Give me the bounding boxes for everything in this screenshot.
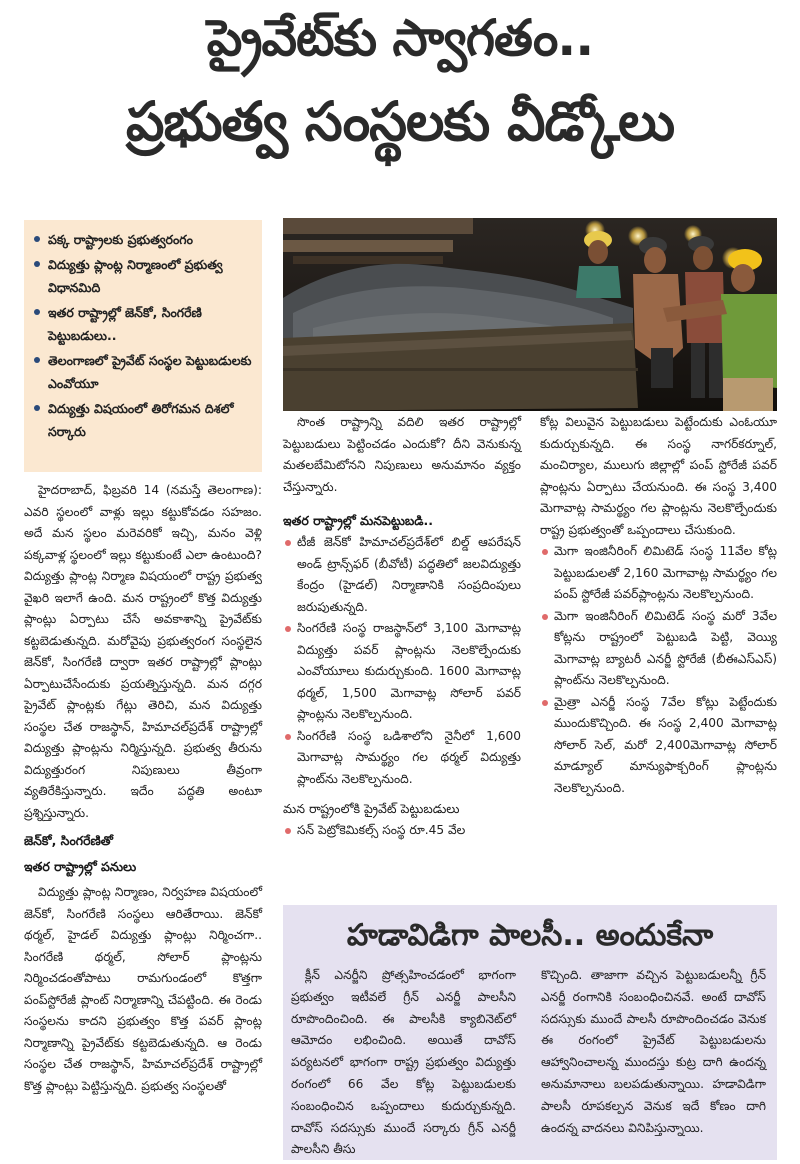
list-item xyxy=(540,606,777,692)
headline-line-1: ప్రైవేట్‌కు స్వాగతం.. xyxy=(206,9,594,67)
investment-list xyxy=(283,532,521,790)
bullet-icon xyxy=(34,309,40,315)
highlight-text: ఇతర రాష్ట్రాల్లో జెన్‌కో, సింగరేణి పెట్టుబడులు.. xyxy=(48,305,202,343)
article-column-3 xyxy=(540,412,777,799)
list-item-text: సింగరేణి సంస్థ ఒడిశాలోని నైనీలో 1,600 మెగావాట్ల సామర్థ్యం గల థర్మల్ విద్యుత్తు ప్లాంట్‌ను నెలకొల్పనుంది. xyxy=(297,728,521,786)
highlight-item xyxy=(34,228,256,251)
highlight-text: పక్క రాష్ట్రాలకు ప్రభుత్వరంగం xyxy=(48,232,193,247)
bullet-icon xyxy=(34,357,40,363)
bullet-icon xyxy=(542,614,548,620)
coal-miners-photo xyxy=(283,218,777,411)
highlight-item xyxy=(34,397,256,443)
list-item xyxy=(540,692,777,800)
article-paragraph: సొంత రాష్ట్రాన్ని వదిలి ఇతర రాష్ట్రాల్లో పెట్టుబడులు పెట్టించడం ఎందుకో? దీని వెనుకున్న మతలబేమిటోనని నిపుణులు అనుమానం వ్యక్తం చేస్తున్నారు. xyxy=(283,415,521,494)
bullet-icon xyxy=(542,549,548,555)
bullet-icon xyxy=(285,828,291,834)
policy-sidebar-box xyxy=(283,905,777,1160)
section-subheading: ఇతర రాష్ట్రాల్లో పనులు xyxy=(24,859,137,874)
highlight-text: విద్యుత్తు ప్లాంట్ల నిర్మాణంలో ప్రభుత్వ విధానమిది xyxy=(48,257,223,295)
list-item-text: సింగరేణి సంస్థ రాజస్థాన్‌లో 3,100 మెగావాట్ల విద్యుత్తు పవర్ ప్లాంట్లను నెలకొల్పేందుకు ఎంవోయూలు కుదుర్చుకుంది. 1600 మెగావాట్ల థర్మల్, 1,500 మెగావాట్ల సోలార్ పవర్ ప్లాంట్లను నెలకొల్పనుంది. xyxy=(297,621,521,721)
private-investment-list xyxy=(283,820,521,842)
headline-line-2: ప్రభుత్వ సంస్థలకు వీడ్కోలు xyxy=(125,90,675,153)
highlight-text: తెలంగాణలో ప్రైవేట్ సంస్థల పెట్టుబడులకు ఎంవోయూ xyxy=(48,353,252,391)
highlight-text: విద్యుత్తు విషయంలో తిరోగమన దిశలో సర్కారు xyxy=(48,401,234,439)
list-item xyxy=(283,726,521,791)
coal-mine-illustration xyxy=(283,218,777,411)
bullet-icon xyxy=(34,261,40,267)
bullet-icon xyxy=(285,734,291,740)
section-subheading: జెన్‌కో, సింగరేణితో xyxy=(24,833,114,848)
highlights-box xyxy=(24,220,262,472)
policy-column-right xyxy=(541,965,766,1139)
list-item xyxy=(283,820,521,842)
section-subheading: మన రాష్ట్రంలోకి ప్రైవేట్ పెట్టుబడులు xyxy=(283,801,460,816)
list-item-text: మెగా ఇంజినీరింగ్ లిమిటెడ్ సంస్థ 11వేల కోట్ల పెట్టుబడులతో 2,160 మెగావాట్ల సామర్థ్యం గల పంప్ స్టోరేజీ పవర్‌ప్లాంట్లను నెలకొల్పనుంది. xyxy=(554,544,777,601)
list-item xyxy=(283,532,521,618)
highlight-item xyxy=(34,349,256,395)
article-paragraph: విద్యుత్తు ప్లాంట్ల నిర్మాణం, నిర్వహణ విషయంలో జెన్‌కో, సింగరేణి సంస్థలు ఆరితేరాయి. జెన్‌కో థర్మల్, హైడల్ విద్యుత్తు ప్లాంట్లు నిర్మించగా.. సింగరేణి థర్మల్, సోలార్ ప్లాంట్లను నిర్మించడంతోపాటు రామగుండంలో కొత్తగా పంప్‌స్టోరేజీ ప్లాంట్ నిర్మాణాన్ని చేపట్టింది. ఈ రెండు సంస్థలను కాదని ప్రభుత్వం కొత్త పవర్ ప్లాంట్ల నిర్మాణాన్ని ప్రైవేట్‌కు కట్టబెడుతున్నది. ఆ రెండు సంస్థల చేత రాజస్థాన్, హిమాచల్‌ప్రదేశ్ రాష్ట్రాల్లో కొత్త ప్లాంట్లు పెట్టిస్తున్నది. ప్రభుత్వ సంస్థలతో xyxy=(24,885,262,1093)
policy-box-title: హడావిడిగా పాలసీ.. అందుకేనా xyxy=(346,918,714,953)
article-column-1 xyxy=(24,480,262,1097)
bullet-icon xyxy=(34,405,40,411)
bullet-icon xyxy=(285,626,291,632)
policy-column-left xyxy=(291,965,516,1161)
list-item-text: మైత్రా ఎనర్జీ సంస్థ 7వేల కోట్లు పెట్టేందుకు ముందుకొచ్చింది. ఈ సంస్థ 2,400 మెగావాట్ల సోలార్ సెల్, మరో 2,400మెగావాట్ల సోలార్ మాడ్యూల్ మాన్యుఫాక్చరింగ్ ప్లాంట్లను నెలకొల్పనుంది. xyxy=(554,694,777,795)
investment-list xyxy=(540,541,777,799)
list-item-text: సన్ పెట్రోకెమికల్స్ సంస్థ రూ.45 వేల xyxy=(297,823,466,837)
article-paragraph: కోట్ల విలువైన పెట్టుబడులు పెట్టేందుకు ఎంఓయూ కుదుర్చుకున్నది. ఈ సంస్థ నాగర్‌కర్నూల్, మంచిర్యాల, ములుగు జిల్లాల్లో పంప్ స్టోరేజీ పవర్ ప్లాంట్లను ఏర్పాటు చేయనుంది. ఈ సంస్థ 3,400 మెగావాట్ల సామర్థ్యం గల ప్లాంట్లను నెలకొల్పేందుకు రాష్ట్ర ప్రభుత్వంతో ఒప్పందాలు చేసుకుంది. xyxy=(540,415,777,537)
section-subheading: ఇతర రాష్ట్రాల్లో మనపెట్టుబడి.. xyxy=(283,513,434,528)
highlight-item xyxy=(34,253,256,299)
bullet-icon xyxy=(285,540,291,546)
list-item xyxy=(283,618,521,726)
bullet-icon xyxy=(34,236,40,242)
highlight-item xyxy=(34,301,256,347)
bullet-icon xyxy=(542,700,548,706)
article-paragraph: క్లీన్ ఎనర్జీని ప్రోత్సహించడంలో భాగంగా ప్రభుత్వం ఇటీవలే గ్రీన్ ఎనర్జీ పాలసీని రూపొందించింది. ఈ పాలసీకి క్యాబినెట్‌లో ఆమోదం లభించింది. అయితే దావోస్ పర్యటనలో భాగంగా రాష్ట్ర ప్రభుత్వం విద్యుత్తు రంగంలో 66 వేల కోట్ల పెట్టుబడులకు సంబంధించిన ఒప్పందాలు కుదుర్చుకున్నది. దావోస్ సదస్సుకు ముందే సర్కారు గ్రీన్ ఎనర్జీ పాలసీని తీసు xyxy=(291,968,516,1157)
list-item-text: టీజీ జెన్‌కో హిమాచల్‌ప్రదేశ్‌లో బిల్డ్ ఆపరేషన్ అండ్ ట్రాన్స్‌ఫర్ (బీవోటీ) పద్ధతిలో జలవిద్యుత్తు కేంద్రం (హైడల్) నిర్మాణానికి సంప్రదింపులు జరుపుతున్నది. xyxy=(297,535,521,614)
list-item xyxy=(540,541,777,606)
list-item-text: మెగా ఇంజినీరింగ్ లిమిటెడ్ సంస్థ మరో 3వేల కోట్లను రాష్ట్రంలో పెట్టుబడి పెట్టి, వెయ్యి మెగావాట్ల బ్యాటరీ ఎనర్జీ స్టోరేజీ (బీఈఎస్ఎస్) ప్లాంట్‌ను నెలకొల్పనుంది. xyxy=(554,608,777,687)
article-paragraph: హైదరాబాద్, ఫిబ్రవరి 14 (నమస్తే తెలంగాణ): ఎవరి స్థలంలో వాళ్లు ఇల్లు కట్టుకోవడం సహజం. అదే మన స్థలం మరెవరికో ఇచ్చి, మనం వెళ్లి పక్కవాళ్ల స్థలంలో ఇల్లు కట్టుకుంటే ఎలా ఉంటుంది? విద్యుత్తు ప్లాంట్ల నిర్మాణ విషయంలో రాష్ట్ర ప్రభుత్వ వైఖరి ఇలాగే ఉంది. మన రాష్ట్రంలో కొత్త విద్యుత్తు ప్లాంట్లు ఏర్పాటు చేసే అవకాశాన్ని ప్రైవేట్‌కు కట్టబెడుతున్నది. మరోవైపు ప్రభుత్వరంగ సంస్థలైన జెన్‌కో, సింగరేణి ద్వారా ఇతర రాష్ట్రాల్లో ప్లాంట్లు ఏర్పాటుచేసేందుకు ప్రయత్నిస్తున్నది. మన దగ్గర ప్రైవేట్ ప్లాంట్లకు గేట్లు తెరిచి, మన విద్యుత్తు సంస్థల చేత రాజస్థాన్, హిమాచల్‌ప్రదేశ్ రాష్ట్రాల్లో విద్యుత్తు ప్లాంట్లను నిర్మిస్తున్నది. ప్రభుత్వ తీరును విద్యుత్తురంగ నిపుణులు తీవ్రంగా వ్యతిరేకిస్తున్నారు. ఇదేం పద్ధతి అంటూ ప్రశ్నిస్తున్నారు. xyxy=(24,483,262,820)
article-paragraph: కొచ్చింది. తాజాగా వచ్చిన పెట్టుబడులన్నీ గ్రీన్ ఎనర్జీ రంగానికి సంబంధించినవే. అంటే దావోస్ సదస్సుకు ముందే పాలసీ రూపొందించడం వెనుక ఈ రంగంలో ప్రైవేట్ పెట్టుబడులను ఆహ్వానించాలన్న ముందస్తు కుట్ర దాగి ఉందన్న అనుమానాలు బలపడుతున్నాయి. హడావిడిగా పాలసీ రూపకల్పన వెనుక ఇదే కోణం దాగి ఉందన్న వాదనలు వినిపిస్తున్నాయి. xyxy=(541,968,766,1135)
article-column-2 xyxy=(283,412,521,842)
